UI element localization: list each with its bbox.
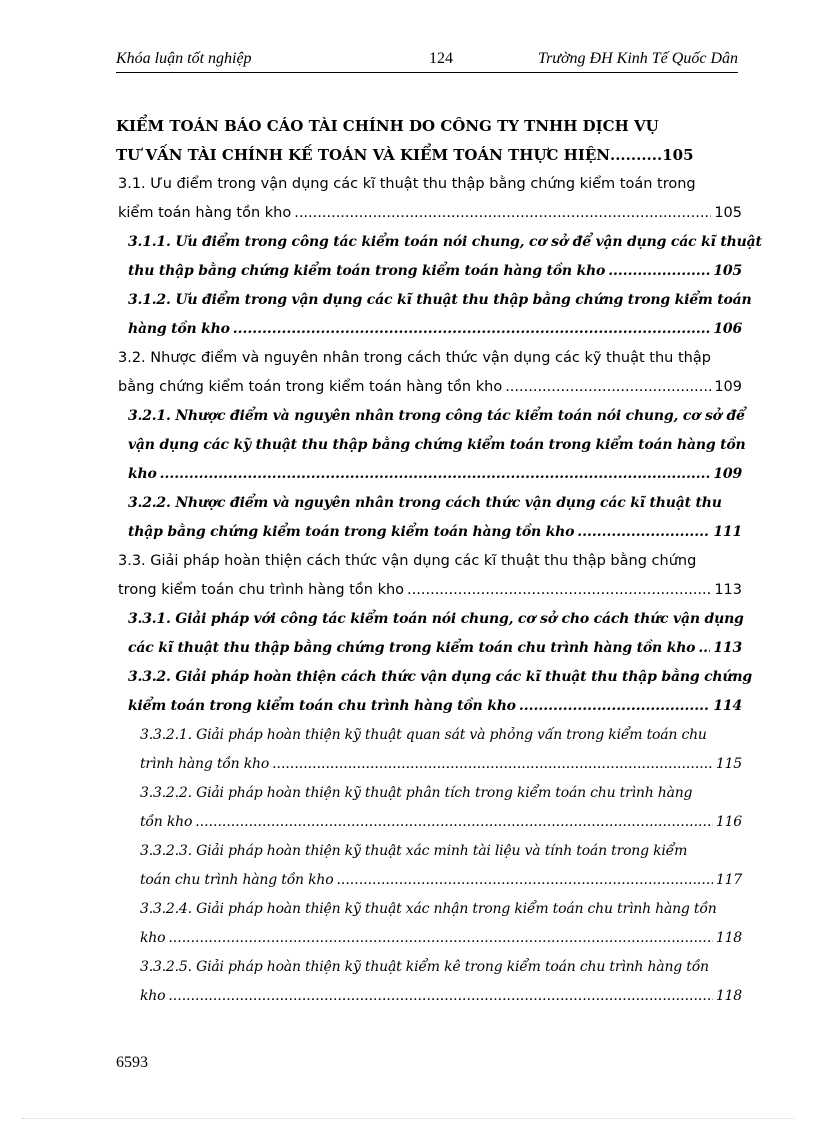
toc-chapter-leader: ..........: [609, 146, 663, 164]
header-university-name: Trường ĐH Kinh Tế Quốc Dân: [538, 50, 738, 67]
toc-chapter-line2: TƯ VẤN TÀI CHÍNH KẾ TOÁN VÀ KIỂM TOÁN THỰC HIỆN: [116, 146, 610, 164]
toc-entry-text: các kĩ thuật thu thập bằng chứng trong kiểm toán chu trình hàng tồn kho: [128, 640, 696, 656]
toc-entry-3-3-2-3[interactable]: [116, 837, 742, 895]
dot-leader: [195, 808, 713, 837]
toc-entry-text: 3.2.1. Nhược điểm và nguyên nhân trong công tác kiểm toán nói chung, cơ sở để: [128, 408, 745, 424]
toc-entry-page: 109: [713, 466, 742, 482]
toc-entry-3-1-2[interactable]: [116, 286, 752, 344]
dot-leader: [272, 750, 713, 779]
toc-entry-text: thập bằng chứng kiểm toán trong kiểm toán hàng tồn kho: [128, 524, 575, 540]
toc-entry-text: 3.3. Giải pháp hoàn thiện cách thức vận dụng các kĩ thuật thu thập bằng chứng: [118, 553, 697, 569]
toc-entry-3-3-2-5[interactable]: [116, 953, 742, 1011]
dot-leader: [407, 576, 711, 605]
page-header: [116, 48, 738, 72]
toc-entry-text: toán chu trình hàng tồn kho: [140, 872, 334, 888]
toc-entry-text: 3.3.1. Giải pháp với công tác kiểm toán nói chung, cơ sở cho cách thức vận dụng: [128, 611, 744, 627]
toc-entry-page: 118: [715, 988, 742, 1004]
toc-entry-page: 114: [713, 698, 742, 714]
toc-entry-3-2-2[interactable]: [116, 489, 742, 547]
toc-entry-page: 105: [713, 263, 742, 279]
header-divider: [116, 72, 738, 73]
dot-leader: [336, 866, 712, 895]
toc-entry-text: 3.2.2. Nhược điểm và nguyên nhân trong cách thức vận dụng các kĩ thuật thu: [128, 495, 722, 511]
toc-entry-page: 113: [714, 582, 742, 598]
header-thesis-label: Khóa luận tốt nghiệp: [116, 50, 252, 67]
toc-entry-text: 3.3.2.1. Giải pháp hoàn thiện kỹ thuật quan sát và phỏng vấn trong kiểm toán chu: [140, 727, 707, 743]
toc-entry-text: hàng tồn kho: [128, 321, 230, 337]
dot-leader: [168, 982, 713, 1011]
toc-chapter-page: 105: [662, 146, 694, 164]
toc-entry-text: kho: [140, 988, 166, 1004]
toc-entry-3-2-1[interactable]: [116, 402, 746, 489]
toc-chapter-line1: KIỂM TOÁN BÁO CÁO TÀI CHÍNH DO CÔNG TY TNHH DỊCH VỤ: [116, 117, 659, 135]
toc-chapter-heading[interactable]: [116, 112, 742, 170]
toc-entry-page: 117: [715, 872, 742, 888]
toc-entry-page: 116: [715, 814, 742, 830]
toc-entry-text: kho: [128, 466, 157, 482]
dot-leader: [160, 460, 711, 489]
dot-leader: [608, 257, 710, 286]
toc-entry-page: 115: [715, 756, 742, 772]
toc-entry-3-3-2-4[interactable]: [116, 895, 742, 953]
toc-entry-page: 105: [714, 205, 742, 221]
toc-entry-text: thu thập bằng chứng kiểm toán trong kiểm toán hàng tồn kho: [128, 263, 606, 279]
dot-leader: [294, 199, 711, 228]
toc-entry-text: 3.1.2. Ưu điểm trong vận dụng các kĩ thuật thu thập bằng chứng trong kiểm toán: [128, 292, 752, 308]
toc-entry-text: 3.3.2.2. Giải pháp hoàn thiện kỹ thuật phân tích trong kiểm toán chu trình hàng: [140, 785, 693, 801]
toc-entry-text: vận dụng các kỹ thuật thu thập bằng chứng kiểm toán trong kiểm toán hàng tồn: [128, 437, 746, 453]
toc-entry-page: 111: [713, 524, 742, 540]
toc-entry-3-1[interactable]: [116, 170, 742, 228]
toc-entry-text: trong kiểm toán chu trình hàng tồn kho: [118, 582, 405, 598]
toc-entry-page: 106: [713, 321, 742, 337]
dot-leader: [168, 924, 713, 953]
toc-entry-text: tồn kho: [140, 814, 193, 830]
toc-entry-3-3-2[interactable]: [116, 663, 752, 721]
toc-entry-text: 3.1.1. Ưu điểm trong công tác kiểm toán nói chung, cơ sở để vận dụng các kĩ thuật: [128, 234, 762, 250]
toc-entry-text: trình hàng tồn kho: [140, 756, 270, 772]
table-of-contents: [116, 112, 762, 1011]
dot-leader: [505, 373, 711, 402]
toc-entry-page: 118: [715, 930, 742, 946]
toc-entry-3-3[interactable]: [116, 547, 742, 605]
dot-leader: [519, 692, 711, 721]
toc-entry-3-2[interactable]: [116, 344, 742, 402]
toc-entry-page: 113: [713, 640, 742, 656]
toc-entry-text: 3.3.2.4. Giải pháp hoàn thiện kỹ thuật xác nhận trong kiểm toán chu trình hàng tồn: [140, 901, 717, 917]
header-page-number: 124: [429, 50, 453, 67]
toc-entry-text: 3.1. Ưu điểm trong vận dụng các kĩ thuật thu thập bằng chứng kiểm toán trong: [118, 176, 696, 192]
toc-entry-3-1-1[interactable]: [116, 228, 762, 286]
toc-entry-text: 3.3.2. Giải pháp hoàn thiện cách thức vận dụng các kĩ thuật thu thập bằng chứng: [128, 669, 752, 685]
toc-entry-text: kho: [140, 930, 166, 946]
toc-entry-text: kiểm toán trong kiểm toán chu trình hàng tồn kho: [128, 698, 516, 714]
dot-leader: [698, 634, 710, 663]
toc-entry-3-3-1[interactable]: [116, 605, 742, 663]
dot-leader: [233, 315, 711, 344]
toc-entry-text: 3.2. Nhược điểm và nguyên nhân trong cách thức vận dụng các kỹ thuật thu thập: [118, 350, 711, 366]
toc-entry-page: 109: [714, 379, 742, 395]
footer-document-code: 6593: [116, 1054, 148, 1071]
toc-entry-3-3-2-1[interactable]: [116, 721, 742, 779]
toc-entry-text: 3.3.2.3. Giải pháp hoàn thiện kỹ thuật xác minh tài liệu và tính toán trong kiểm: [140, 843, 688, 859]
toc-entry-text: 3.3.2.5. Giải pháp hoàn thiện kỹ thuật kiểm kê trong kiểm toán chu trình hàng tồn: [140, 959, 709, 975]
page-bottom-border: [22, 1118, 794, 1119]
toc-entry-3-3-2-2[interactable]: [116, 779, 742, 837]
toc-entry-text: bằng chứng kiểm toán trong kiểm toán hàng tồn kho: [118, 379, 503, 395]
dot-leader: [577, 518, 710, 547]
toc-entry-text: kiểm toán hàng tồn kho: [118, 205, 292, 221]
